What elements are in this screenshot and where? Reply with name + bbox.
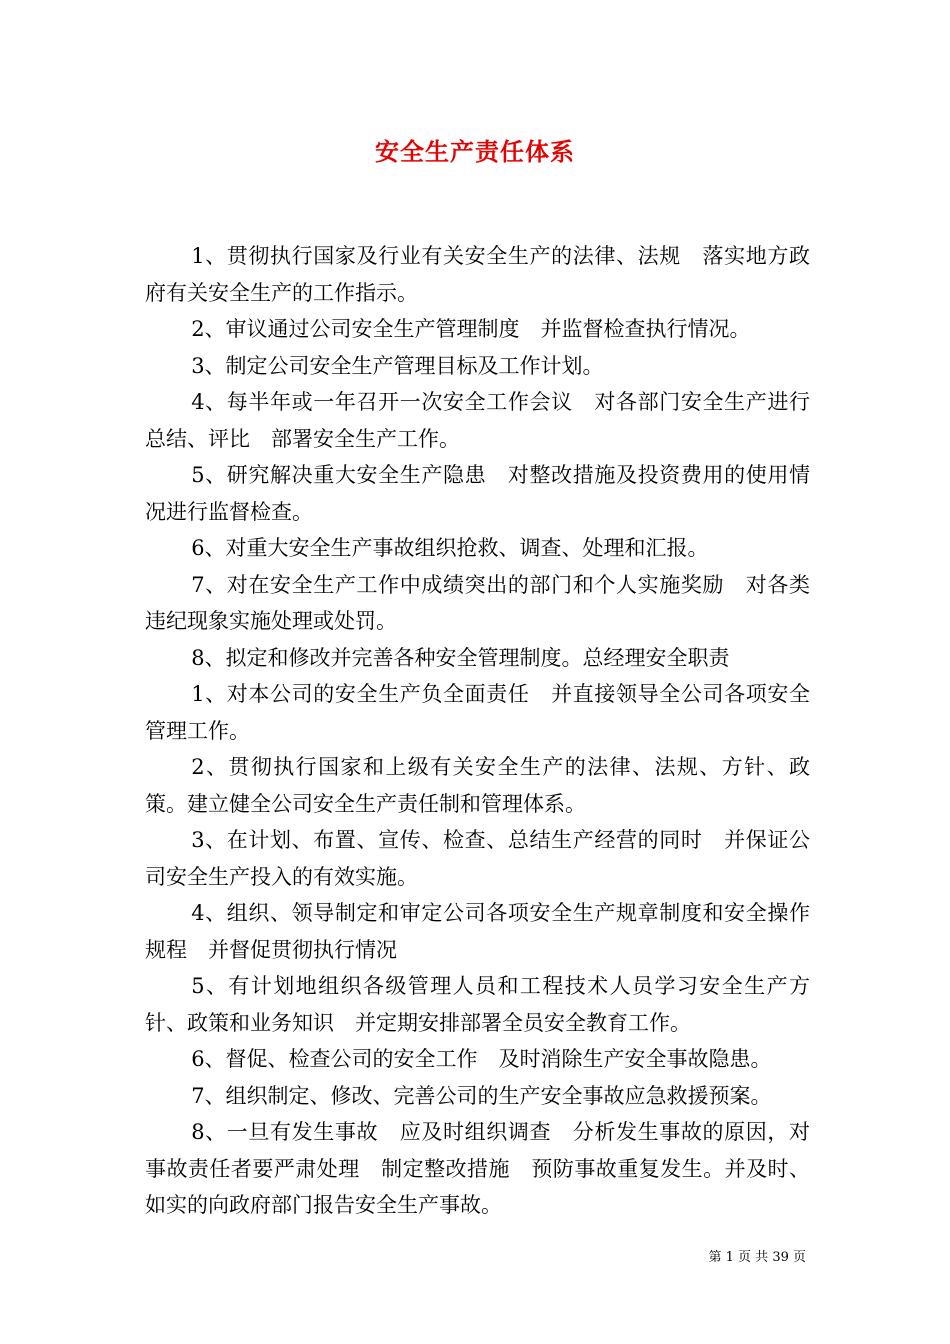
paragraph: 1、对本公司的安全生产负全面责任 并直接领导全公司各项安全管理工作。 xyxy=(145,682,810,743)
paragraph: 3、在计划、布置、宣传、检查、总结生产经营的同时 并保证公司安全生产投入的有效实施。 xyxy=(145,828,810,889)
paragraph: 7、组织制定、修改、完善公司的生产安全事故应急救援预案。 xyxy=(191,1083,772,1108)
paragraph: 4、组织、领导制定和审定公司各项安全生产规章制度和安全操作规程 并督促贯彻执行情况 xyxy=(145,901,810,962)
document-body xyxy=(145,238,810,1224)
paragraph: 7、对在安全生产工作中成绩突出的部门和个人实施奖励 对各类违纪现象实施处理或处罚。 xyxy=(145,572,810,633)
document-title: 安全生产责任体系 xyxy=(375,137,575,166)
paragraph: 3、制定公司安全生产管理目标及工作计划。 xyxy=(191,353,604,378)
paragraph: 5、研究解决重大安全生产隐患 对整改措施及投资费用的使用情况进行监督检查。 xyxy=(145,463,810,524)
paragraph: 8、一旦有发生事故 应及时组织调查 分析发生事故的原因，对事故责任者要严肃处理 制定整改措施 预防事故重复发生。并及时、如实的向政府部门报告安全生产事故。 xyxy=(145,1120,810,1217)
paragraph: 2、贯彻执行国家和上级有关安全生产的法律、法规、方针、政策。建立健全公司安全生产责任制和管理体系。 xyxy=(145,755,810,816)
page-number-footer: 第 1 页 共 39 页 xyxy=(708,1250,806,1265)
paragraph: 6、对重大安全生产事故组织抢救、调查、处理和汇报。 xyxy=(191,536,709,560)
paragraph: 8、拟定和修改并完善各种安全管理制度。总经理安全职责 xyxy=(191,645,730,670)
paragraph: 5、有计划地组织各级管理人员和工程技术人员学习安全生产方针、政策和业务知识 并定期安排部署全员安全教育工作。 xyxy=(145,974,810,1035)
paragraph: 2、审议通过公司安全生产管理制度 并监督检查执行情况。 xyxy=(191,317,751,341)
paragraph: 1、贯彻执行国家及行业有关安全生产的法律、法规 落实地方政府有关安全生产的工作指示。 xyxy=(145,244,810,305)
paragraph: 6、督促、检查公司的安全工作 及时消除生产安全事故隐患。 xyxy=(191,1047,772,1071)
paragraph: 4、每半年或一年召开一次安全工作会议 对各部门安全生产进行总结、评比 部署安全生产工作。 xyxy=(145,390,810,451)
